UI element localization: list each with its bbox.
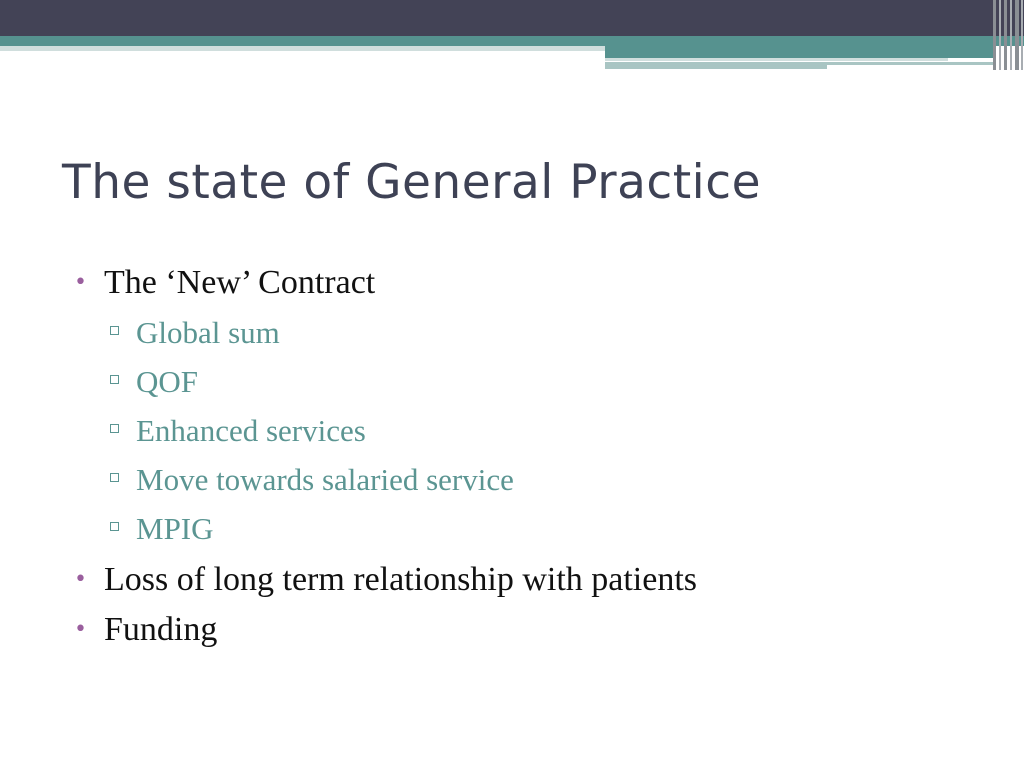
bullet-text: The ‘New’ Contract <box>104 264 376 301</box>
bullet-list <box>74 260 974 653</box>
sub-bullet-item <box>104 308 974 357</box>
header-right-thin-line <box>605 62 827 69</box>
header-stripes-decoration <box>993 0 1024 70</box>
sub-bullet-text: Global sum <box>136 315 280 350</box>
header-dark-bar <box>0 0 1024 36</box>
sub-bullet-text: MPIG <box>136 511 214 546</box>
sub-bullet-text: Move towards salaried service <box>136 462 514 497</box>
sub-bullet-item <box>104 504 974 553</box>
header-right-teal-block <box>605 46 995 58</box>
bullet-item <box>74 607 974 653</box>
bullet-item <box>74 557 974 603</box>
bullet-text: Funding <box>104 611 218 648</box>
hollow-square-bullet-icon <box>110 375 119 384</box>
hollow-square-bullet-icon <box>110 522 119 531</box>
sub-bullet-text: QOF <box>136 364 199 399</box>
header-teal-bar <box>0 36 1024 46</box>
bullet-text: Loss of long term relationship with patients <box>104 561 698 598</box>
bullet-item <box>74 260 974 553</box>
header-right-thin-line <box>827 62 995 65</box>
round-bullet-icon: • <box>74 617 87 642</box>
sub-bullet-item <box>104 455 974 504</box>
hollow-square-bullet-icon <box>110 473 119 482</box>
slide-title: The state of General Practice <box>62 155 761 210</box>
hollow-square-bullet-icon <box>110 326 119 335</box>
sub-bullet-item <box>104 357 974 406</box>
hollow-square-bullet-icon <box>110 424 119 433</box>
sub-bullet-text: Enhanced services <box>136 413 366 448</box>
sub-bullet-item <box>104 406 974 455</box>
sub-bullet-list <box>104 308 974 553</box>
round-bullet-icon: • <box>74 270 87 295</box>
round-bullet-icon: • <box>74 567 87 592</box>
header-right-thin-line <box>605 58 948 61</box>
header-light-bar <box>0 46 605 51</box>
